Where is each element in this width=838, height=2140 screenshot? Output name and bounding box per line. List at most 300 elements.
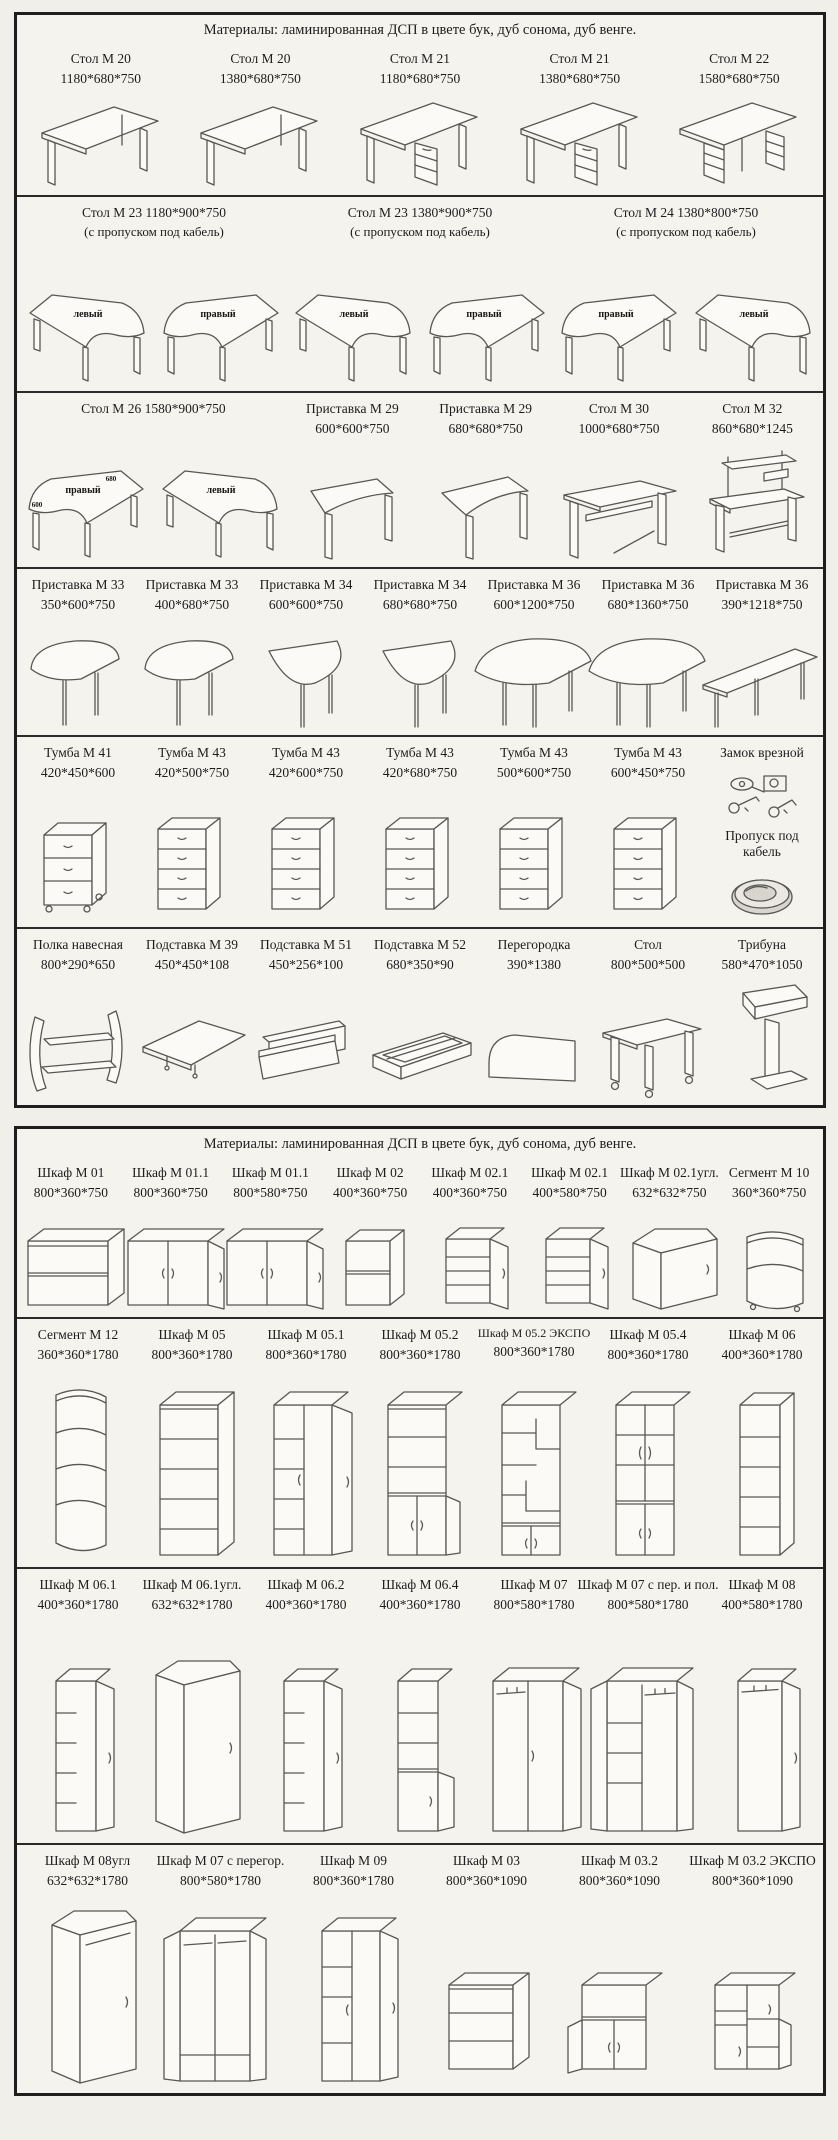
item-name: Тумба М 43 — [386, 745, 454, 760]
corner-desk-left-icon — [22, 285, 152, 387]
wall-shelf-icon — [21, 999, 136, 1101]
item-labels — [45, 1851, 130, 1893]
item-labels — [716, 575, 809, 617]
item-dims: 800*360*750 — [133, 1184, 208, 1200]
item-drawing — [321, 1205, 419, 1313]
corner-desk-left-icon — [288, 285, 418, 387]
item-note: (с пропуском под кабель) — [350, 223, 490, 239]
item-dims: 860*680*1245 — [711, 420, 793, 436]
catalog-item — [705, 933, 819, 1103]
catalog-row — [17, 567, 823, 735]
item-drawing — [22, 1617, 134, 1839]
item-drawing — [22, 1367, 134, 1563]
item-dims: 400*360*750 — [333, 1184, 408, 1200]
section-rows — [17, 43, 823, 1105]
item-name: Стол М 32 — [722, 401, 783, 416]
item-dims: 1380*680*750 — [219, 70, 301, 86]
item-labels — [32, 575, 125, 617]
item-drawing — [621, 1205, 719, 1313]
narrow-attachment-icon — [697, 631, 827, 731]
narrow-cabinet-door-icon — [258, 1647, 354, 1839]
catalog-item — [686, 397, 819, 565]
item-name: Шкаф М 08 — [728, 1577, 796, 1592]
tall-cabinet-glass-icon — [592, 1371, 704, 1563]
item-name: Шкаф М 02.1 — [431, 1165, 509, 1180]
item-labels — [722, 1325, 803, 1367]
medium-cabinet-combi-icon — [695, 1955, 811, 2089]
item-name: Шкаф М 06.1 — [39, 1577, 117, 1592]
item-labels — [232, 1163, 309, 1205]
item-drawing — [478, 1617, 590, 1839]
item-labels — [374, 575, 467, 617]
catalog-item — [286, 397, 419, 565]
catalog-item — [121, 1161, 221, 1315]
item-dims: 800*290*650 — [40, 956, 116, 972]
item-labels — [498, 935, 571, 977]
item-dims: 400*360*1780 — [37, 1596, 119, 1612]
item-drawing — [22, 977, 134, 1101]
item-dims: 800*360*1780 — [313, 1872, 394, 1888]
item-labels — [61, 49, 142, 91]
item-name: Приставка М 34 — [259, 577, 353, 592]
pedestal-4-drawers-icon — [598, 805, 698, 923]
item-labels — [38, 1575, 119, 1617]
item-drawing — [182, 91, 340, 191]
item-drawing — [22, 91, 180, 191]
item-name: Стол М 30 — [588, 401, 650, 416]
item-name: Замок врезной — [720, 745, 804, 760]
catalog-item — [552, 397, 685, 565]
tall-cabinet-combi-icon — [364, 1371, 476, 1563]
pedestal-3-drawers-icon — [28, 805, 128, 923]
item-name: Шкаф М 05.2 ЭКСПО — [477, 1326, 591, 1340]
item-labels — [313, 1851, 394, 1893]
item-name: Стол М 22 — [709, 51, 770, 66]
quarter-round-attachment-icon — [363, 627, 478, 731]
item-drawing — [364, 1617, 476, 1839]
item-name: Приставка М 34 — [373, 577, 467, 592]
item-labels — [729, 1163, 809, 1205]
item-name: Шкаф М 07 — [500, 1577, 568, 1592]
item-dims: 680*680*750 — [382, 596, 458, 612]
svg-text:левый: левый — [206, 485, 236, 496]
catalog-row — [17, 1843, 823, 2093]
item-name: Стол М 20 — [230, 51, 291, 66]
catalog-section-cabinets — [14, 1126, 826, 2096]
item-drawing — [250, 617, 362, 731]
item-name: Шкаф М 01.1 — [231, 1165, 309, 1180]
item-drawing — [288, 245, 552, 387]
corner-desk-left-icon — [155, 461, 285, 563]
item-name: Приставка М 33 — [31, 577, 125, 592]
item-labels — [722, 1575, 803, 1617]
item-dims: 1180*680*750 — [60, 70, 142, 86]
item-name: Шкаф М 01.1 — [132, 1165, 210, 1180]
catalog-item — [420, 1849, 553, 2091]
item-dims: 390*1218*750 — [721, 596, 803, 612]
pedestal-4-drawers-icon — [142, 805, 242, 923]
catalog-item — [135, 741, 249, 925]
item-labels — [157, 1851, 285, 1893]
pedestal-4-drawers-icon — [484, 805, 584, 923]
item-labels — [266, 1575, 347, 1617]
item-dims: 580*470*1050 — [721, 956, 803, 972]
catalog-item — [705, 741, 819, 925]
item-name: Подставка М 51 — [259, 937, 352, 952]
item-dims: 800*580*1780 — [607, 1596, 689, 1612]
item-dims: 450*450*108 — [154, 956, 230, 972]
item-drawing — [250, 977, 362, 1101]
item-labels — [266, 1325, 347, 1367]
item-name: Подставка М 39 — [145, 937, 238, 952]
catalog-row — [17, 43, 823, 195]
computer-desk-icon — [692, 441, 812, 563]
item-name: Шкаф М 02.1 — [531, 1165, 609, 1180]
item-drawing — [420, 441, 551, 563]
catalog-item — [553, 1849, 686, 2091]
quarter-round-attachment-icon — [249, 627, 364, 731]
item-drawing — [592, 617, 704, 731]
open-tray-icon — [361, 1013, 479, 1101]
catalog-item — [21, 741, 135, 925]
item-name: Стол М 21 — [549, 51, 610, 66]
item-dims: 400*360*1780 — [379, 1596, 461, 1612]
item-labels — [348, 203, 493, 245]
catalog-item — [719, 1161, 819, 1315]
item-drawing — [660, 91, 818, 191]
item-dims: 400*360*1780 — [721, 1346, 803, 1362]
item-labels — [494, 1575, 575, 1617]
desk-pedestal-icon — [355, 91, 485, 191]
item-labels — [531, 1163, 608, 1205]
item-name: Тумба М 43 — [272, 745, 340, 760]
item-dims: 1380*680*750 — [539, 70, 621, 86]
item-name: Трибуна — [737, 937, 787, 952]
catalog-item — [249, 1323, 363, 1565]
item-labels — [579, 1851, 660, 1893]
item-drawing — [478, 617, 590, 731]
catalog-item — [135, 1573, 249, 1841]
item-name: Пропуск под кабель — [725, 828, 799, 859]
item-drawing — [554, 245, 818, 387]
corner-attachment-round-icon — [428, 459, 543, 563]
svg-text:левый: левый — [339, 309, 369, 320]
corner-desk-right-icon — [554, 285, 684, 387]
item-name: Шкаф М 09 — [320, 1853, 387, 1868]
item-labels — [146, 935, 238, 977]
catalog-item — [363, 1323, 477, 1565]
item-name: Шкаф М 03.2 ЭКСПО — [689, 1853, 816, 1868]
item-name: Приставка М 33 — [145, 577, 239, 592]
item-drawing — [706, 617, 818, 731]
narrow-cabinet-door-icon — [30, 1647, 126, 1839]
catalog-item — [591, 1323, 705, 1565]
catalog-item — [419, 397, 552, 565]
item-labels — [578, 1575, 719, 1617]
catalog-item — [21, 1323, 135, 1565]
item-dims: 400*580*1780 — [721, 1596, 803, 1612]
svg-text:правый: правый — [466, 309, 502, 320]
catalog-item — [154, 1849, 287, 2091]
materials-note: Материалы: ламинированная ДСП в цвете бук, дуб сонома, дуб венге. — [203, 22, 637, 38]
svg-text:правый: правый — [598, 309, 634, 320]
catalog-item — [500, 47, 660, 193]
svg-text:левый: левый — [739, 309, 769, 320]
item-drawing — [478, 977, 590, 1101]
item-name: Шкаф М 02.1угл. — [619, 1165, 719, 1180]
item-dims: 800*360*1090 — [712, 1872, 793, 1888]
item-drawing — [706, 861, 818, 923]
item-dims: 400*360*1780 — [265, 1596, 347, 1612]
item-drawing — [521, 1205, 619, 1313]
item-drawing — [421, 1205, 519, 1313]
item-dims: 800*360*1780 — [493, 1344, 575, 1360]
item-drawing — [592, 977, 704, 1101]
item-note: (с пропуском под кабель) — [616, 223, 756, 239]
desk-pedestal-icon — [515, 91, 645, 191]
narrow-wardrobe-icon — [710, 1647, 814, 1839]
item-name: Шкаф М 02 — [336, 1165, 404, 1180]
item-name: Шкаф М 07 с пер. и пол. — [577, 1577, 719, 1592]
item-name: Шкаф М 05.2 — [381, 1327, 459, 1342]
item-labels — [81, 399, 226, 441]
item-dims: 680*1360*750 — [607, 596, 689, 612]
item-labels — [82, 203, 226, 245]
svg-text:680: 680 — [106, 475, 117, 483]
item-name: Полка навесная — [32, 937, 124, 952]
item-drawing — [22, 245, 286, 387]
item-name: Шкаф М 08угл — [44, 1853, 131, 1868]
catalog-item — [363, 933, 477, 1103]
low-cabinet-doors-icon — [211, 1215, 329, 1313]
catalog-item — [420, 1161, 520, 1315]
partition-icon — [475, 1017, 593, 1101]
item-name: Шкаф М 03.2 — [580, 1853, 659, 1868]
item-dims: 390*1380 — [506, 956, 561, 972]
item-name: Тумба М 43 — [614, 745, 682, 760]
catalog-item — [21, 1573, 135, 1841]
catalog-item — [705, 573, 819, 733]
item-name: Перегородка — [497, 937, 571, 952]
item-labels — [611, 935, 685, 977]
item-labels — [611, 743, 685, 785]
catalog-item — [477, 1323, 591, 1565]
catalog-item — [135, 1323, 249, 1565]
catalog-item — [21, 47, 181, 193]
corner-desk-right-icon — [21, 461, 151, 563]
item-dims: 500*600*750 — [496, 764, 572, 780]
item-labels — [439, 399, 532, 441]
item-labels — [132, 1163, 209, 1205]
item-drawing — [553, 441, 684, 563]
item-dims: 680*680*750 — [448, 420, 523, 436]
svg-text:левый: левый — [73, 309, 103, 320]
catalog-item — [21, 933, 135, 1103]
item-drawing — [720, 1205, 818, 1313]
catalog-item — [21, 1849, 154, 2091]
catalog-item — [477, 741, 591, 925]
item-labels — [220, 49, 301, 91]
item-drawing — [136, 617, 248, 731]
item-drawing — [364, 977, 476, 1101]
small-cabinet-door-icon — [518, 1213, 622, 1313]
item-drawing — [592, 1617, 704, 1839]
item-dims: 420*500*750 — [154, 764, 230, 780]
item-name: Стол М 21 — [389, 51, 451, 66]
item-drawing — [364, 617, 476, 731]
item-dims: 450*256*100 — [268, 956, 344, 972]
mortise-lock-icon — [714, 762, 810, 826]
wardrobe-door-icon — [298, 1897, 410, 2089]
item-name: Тумба М 43 — [158, 745, 226, 760]
corner-cabinet-icon — [611, 1213, 727, 1313]
item-name: Приставка М 36 — [487, 577, 581, 592]
catalog-item — [249, 573, 363, 733]
catalog-item — [249, 1573, 363, 1841]
item-drawing — [364, 1367, 476, 1563]
item-name: Тумба М 43 — [500, 745, 568, 760]
half-oval-attachment-icon — [583, 627, 713, 731]
catalog-item — [620, 1161, 720, 1315]
item-dims: 800*500*500 — [610, 956, 686, 972]
item-labels — [143, 1575, 242, 1617]
item-drawing — [501, 91, 659, 191]
item-name: Сегмент М 12 — [37, 1327, 119, 1342]
medium-cabinet-open-icon — [429, 1955, 545, 2089]
corner-desk-left-icon — [688, 285, 818, 387]
item-dims: 1000*680*750 — [578, 420, 660, 436]
item-drawing — [706, 1367, 818, 1563]
catalog-row — [17, 1567, 823, 1843]
item-labels — [33, 935, 123, 977]
item-labels — [539, 49, 620, 91]
item-drawing — [592, 1367, 704, 1563]
item-dims: 800*360*1090 — [446, 1872, 527, 1888]
semicircle-attachment-icon — [21, 627, 136, 731]
catalog-row — [17, 391, 823, 567]
item-dims: 420*600*750 — [268, 764, 344, 780]
item-labels — [578, 399, 659, 441]
item-dims: 800*360*1090 — [579, 1872, 660, 1888]
segment-cabinet-icon — [717, 1213, 821, 1313]
item-drawing — [706, 977, 818, 1101]
item-dims: 800*580*1780 — [493, 1596, 575, 1612]
item-drawing — [687, 441, 818, 563]
catalog-item — [21, 397, 286, 565]
catalog-item — [135, 573, 249, 733]
item-dims: 360*360*1780 — [37, 1346, 119, 1362]
item-dims: 1580*680*750 — [698, 70, 780, 86]
catalog-row — [17, 195, 823, 391]
item-dims: 400*360*750 — [432, 1184, 507, 1200]
tall-bookcase-open-icon — [136, 1371, 248, 1563]
item-drawing — [592, 785, 704, 923]
item-labels — [446, 1851, 527, 1893]
item-name: Стол М 24 1380*800*750 — [613, 205, 759, 220]
svg-text:правый: правый — [200, 309, 236, 320]
half-oval-attachment-icon — [469, 627, 599, 731]
wardrobe-icon — [473, 1647, 595, 1839]
item-labels — [152, 1325, 233, 1367]
item-dims: 400*680*750 — [154, 596, 230, 612]
item-labels — [333, 1163, 407, 1205]
item-labels — [380, 49, 461, 91]
item-name: Сегмент М 10 — [728, 1165, 810, 1180]
catalog-item — [477, 1573, 591, 1841]
catalog-item — [21, 573, 135, 733]
pedestal-4-drawers-icon — [370, 805, 470, 923]
tall-corner-cabinet-icon — [134, 1643, 250, 1839]
item-name: Приставка М 29 — [439, 401, 533, 416]
item-dims: 800*360*1780 — [607, 1346, 689, 1362]
item-labels — [34, 1163, 108, 1205]
item-dims: 600*1200*750 — [493, 596, 575, 612]
item-name: Стол — [634, 937, 662, 952]
item-dims: 600*450*750 — [610, 764, 686, 780]
semicircle-attachment-icon — [135, 627, 250, 731]
tall-segment-icon — [26, 1367, 130, 1563]
item-drawing — [341, 91, 499, 191]
catalog-item — [287, 201, 553, 389]
item-drawing — [22, 441, 285, 563]
corner-attachment-icon — [295, 459, 410, 563]
item-labels — [380, 1325, 461, 1367]
catalog-item — [705, 1573, 819, 1841]
catalog-item — [287, 1849, 420, 2091]
item-drawing — [136, 1367, 248, 1563]
item-name: Стол М 23 1180*900*750 — [82, 205, 226, 220]
item-name: Шкаф М 06.1угл. — [142, 1577, 242, 1592]
item-name: Шкаф М 06.4 — [381, 1577, 459, 1592]
narrow-bookcase-open-icon — [714, 1371, 810, 1563]
catalog-item — [477, 933, 591, 1103]
item-drawing — [222, 1205, 320, 1313]
item-note: (с пропуском под кабель) — [84, 223, 224, 239]
item-name: Стол М 26 1580*900*750 — [81, 401, 226, 416]
tribune-icon — [703, 977, 821, 1101]
item-labels — [431, 1163, 508, 1205]
item-name: Приставка М 29 — [305, 401, 399, 416]
item-dims: 600*600*750 — [268, 596, 344, 612]
item-dims: 800*360*1780 — [265, 1346, 347, 1362]
desk-icon — [195, 95, 325, 191]
item-labels — [374, 935, 466, 977]
item-labels — [478, 1325, 591, 1367]
item-dims: 800*580*1780 — [180, 1872, 261, 1888]
catalog-row — [17, 735, 823, 927]
item-dims: 800*580*750 — [233, 1184, 308, 1200]
item-dims: 360*360*750 — [732, 1184, 807, 1200]
catalog-item — [221, 1161, 321, 1315]
catalog-item — [320, 1161, 420, 1315]
small-cabinet-open-icon — [318, 1215, 422, 1313]
narrow-cabinet-combi-icon — [372, 1647, 468, 1839]
item-dims: 680*350*90 — [386, 956, 454, 972]
item-dims: 800*360*750 — [33, 1184, 108, 1200]
desk-two-pedestals-icon — [674, 91, 804, 191]
desk-shelf-icon — [554, 463, 684, 563]
item-dims: 420*680*750 — [382, 764, 458, 780]
catalog-item — [659, 47, 819, 193]
item-dims: 350*600*750 — [40, 596, 116, 612]
catalog-item — [520, 1161, 620, 1315]
item-dims: 632*632*1780 — [47, 1872, 128, 1888]
catalog-item — [249, 933, 363, 1103]
item-name: Приставка М 36 — [715, 577, 809, 592]
catalog-item — [363, 741, 477, 925]
catalog-item — [363, 573, 477, 733]
catalog-section-tables — [14, 12, 826, 1108]
